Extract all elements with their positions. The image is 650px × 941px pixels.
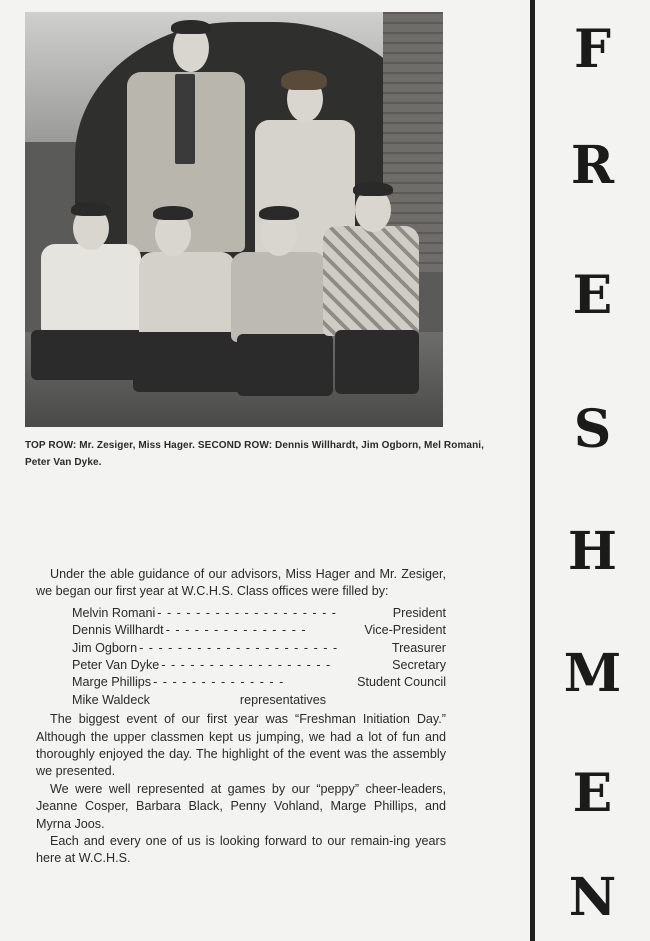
officer-name: Jim Ogborn (72, 640, 138, 655)
title-letter: S (573, 399, 612, 460)
officer-name: Mike Waldeck (72, 692, 150, 707)
office-title: representatives (239, 692, 327, 707)
office-title: Secretary (392, 657, 446, 672)
title-letter: R (570, 135, 615, 196)
body-paragraph: The biggest event of our first year was “Freshman Initiation Day.” Although the upper classmen kept us jumping, we had a lot of fun and thoroughly enjoyed the day. The highlight of the event was the assembly we presented. (36, 712, 446, 779)
title-letter: F (574, 19, 611, 80)
class-offices-list (36, 605, 446, 709)
office-row (36, 605, 446, 622)
leader-dots: - - - - - - - - - - - - - - - (165, 623, 307, 638)
intro-paragraph: Under the able guidance of our advisors, Miss Hager and Mr. Zesiger, we began our first year at W.C.H.S. Class offices were filled by: (36, 567, 446, 599)
title-letter: E (572, 763, 613, 824)
officer-name: Dennis Willhardt (72, 623, 164, 638)
article-body (36, 566, 446, 868)
office-row (36, 622, 446, 639)
title-letter: H (567, 521, 618, 582)
leader-dots: - - - - - - - - - - - - - - - - - - (161, 657, 332, 672)
officer-name: Peter Van Dyke (72, 657, 160, 672)
body-paragraph: We were well represented at games by our “peppy” cheer-leaders, Jeanne Cosper, Barbara Black, Penny Vohland, Marge Phillips, and Myrna Joos. (36, 781, 446, 831)
body-paragraph: Each and every one of us is looking forward to our remain-ing years here at W.C.H.S. (36, 834, 446, 866)
office-row (36, 640, 446, 657)
leader-dots: - - - - - - - - - - - - - - - - - - - (157, 605, 337, 620)
officer-name: Marge Phillips (72, 675, 152, 690)
office-row (36, 674, 446, 691)
office-title: President (392, 605, 446, 620)
class-officers-photo (25, 12, 443, 427)
title-letter: M (563, 643, 622, 704)
office-row (36, 657, 446, 674)
photo-caption: TOP ROW: Mr. Zesiger, Miss Hager. SECOND ROW: Dennis Willhardt, Jim Ogborn, Mel Romani, Peter Van Dyke. (25, 440, 485, 468)
officer-name: Melvin Romani (72, 605, 156, 620)
office-title: Student Council (357, 675, 446, 690)
office-title: Vice-President (364, 623, 446, 638)
office-row (36, 692, 446, 709)
office-title: Treasurer (391, 640, 446, 655)
title-letter: N (568, 867, 617, 928)
leader-dots: - - - - - - - - - - - - - - - - - - - - - (139, 640, 339, 655)
freshmen-vertical-title (535, 0, 650, 941)
leader-dots: - - - - - - - - - - - - - - (153, 675, 285, 690)
title-letter: E (572, 265, 613, 326)
